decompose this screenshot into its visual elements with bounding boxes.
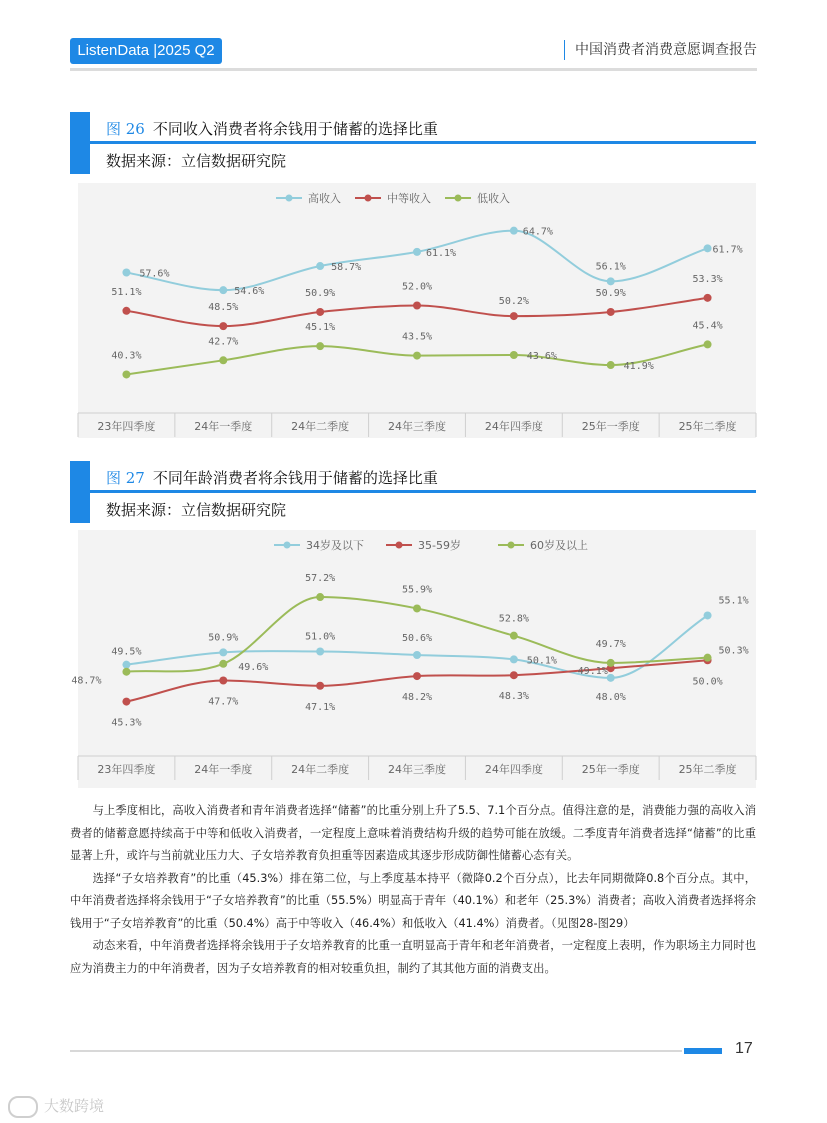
watermark: [8, 1095, 104, 1118]
data-label: 61.1%: [425, 247, 457, 259]
legend-label: 低收入: [477, 192, 510, 205]
x-tick-label: 24年二季度: [291, 763, 350, 776]
paragraph: 与上季度相比，高收入消费者和青年消费者选择“储蓄”的比重分别上升了5.5、7.1个百分点。值得注意的是，消费能力强的高收入消费者的储蓄意愿持续高于中等和低收入消费者，一定程度上意味着消费结构升级的趋势可能在放缓。二季度青年消费者选择“储蓄”的比重显著上升，或许与当前就业压力大、子女培养教育负担重等因素造成其逐步形成防御性储蓄心态有关。: [70, 804, 756, 862]
data-point: [704, 611, 712, 619]
paragraph: 选择“子女培养教育”的比重（45.3%）排在第二位，与上季度基本持平（微降0.2个百分点），比去年同期微降0.8个百分点。其中，中年消费者选择将余钱用于“子女培养教育”的比重（55.5%）明显高于青年（40.1%）和老年（25.3%）消费者；高收入消费者选择将余钱用于“子女培养教育”的比重（50.4%）高于中等收入（46.4%）和低收入（41.4%）消费者。（见图28-图29）: [70, 871, 756, 930]
figure-number: 图 26: [106, 120, 145, 138]
data-label: 48.5%: [208, 302, 239, 314]
legend-marker: [365, 195, 372, 202]
data-point: [607, 308, 615, 316]
data-label: 43.6%: [526, 351, 557, 362]
data-label: 49.5%: [111, 646, 142, 658]
x-tick-label: 24年一季度: [194, 420, 253, 433]
data-label: 48.2%: [401, 692, 433, 704]
data-point: [219, 648, 227, 656]
data-label: 50.9%: [305, 287, 336, 299]
legend-label: 34岁及以下: [306, 539, 364, 552]
footer-divider: [70, 1050, 682, 1052]
data-label: 45.4%: [692, 320, 723, 332]
data-point: [510, 655, 518, 663]
data-point: [413, 651, 421, 659]
figure-title-rule: [90, 490, 756, 493]
data-point: [607, 361, 615, 369]
figure-source: 数据来源：立信数据研究院: [106, 152, 287, 170]
legend-label: 60岁及以上: [530, 539, 588, 552]
data-point: [122, 668, 130, 676]
data-point: [316, 342, 324, 350]
figure-title: [106, 118, 438, 139]
data-label: 54.6%: [234, 286, 265, 298]
x-tick-label: 23年四季度: [97, 420, 156, 433]
data-point: [510, 632, 518, 640]
data-label: 48.0%: [595, 691, 626, 703]
figure-27-header: [70, 461, 756, 523]
x-tick-label: 24年三季度: [388, 763, 446, 776]
data-label: 53.3%: [692, 273, 723, 285]
figure-accent-bar: [70, 461, 90, 523]
data-label: 50.2%: [498, 296, 529, 308]
legend-item: [498, 538, 588, 552]
chart-income-savings: [78, 183, 756, 438]
data-label: 48.7%: [71, 675, 102, 687]
data-label: 50.3%: [718, 645, 749, 657]
data-label: 47.7%: [208, 696, 239, 708]
legend-label: 35-59岁: [418, 539, 461, 552]
data-label: 41.9%: [623, 361, 654, 373]
x-tick-label: 25年一季度: [581, 420, 640, 433]
legend-marker: [396, 542, 403, 549]
page-number: 17: [735, 1040, 753, 1057]
legend-label: 高收入: [308, 192, 341, 205]
data-label: 40.3%: [111, 350, 142, 362]
legend-item: [355, 191, 431, 205]
legend-marker: [455, 195, 462, 202]
data-point: [219, 660, 227, 668]
chart-legend: [276, 191, 510, 205]
data-label: 49.1%: [577, 666, 608, 678]
data-point: [607, 674, 615, 682]
data-point: [704, 654, 712, 662]
data-point: [219, 676, 227, 684]
watermark-text: 大数跨境: [44, 1097, 105, 1115]
data-label: 57.6%: [139, 268, 170, 280]
data-point: [510, 312, 518, 320]
x-tick-label: 25年二季度: [678, 763, 737, 776]
series-2: [71, 573, 748, 687]
figure-source: 数据来源：立信数据研究院: [106, 501, 287, 519]
data-label: 50.6%: [401, 633, 433, 645]
data-point: [122, 307, 130, 315]
x-tick-label: 25年一季度: [581, 763, 640, 776]
data-label: 50.1%: [526, 655, 557, 667]
data-label: 43.5%: [401, 331, 433, 343]
paragraph: 动态来看，中年消费者选择将余钱用于子女培养教育的比重一直明显高于青年和老年消费者，一定程度上表明，作为职场主力同时也应为消费主力的中年消费者，因为子女培养教育的相对较重负担，制约了其其他方面的消费支出。: [70, 939, 756, 975]
data-label: 51.1%: [111, 286, 142, 298]
series-1: [111, 274, 722, 330]
figure-title-text: 不同收入消费者将余钱用于储蓄的选择比重: [152, 120, 438, 138]
data-point: [510, 671, 518, 679]
legend-marker: [508, 542, 515, 549]
data-point: [219, 286, 227, 294]
figure-title-rule: [90, 141, 756, 144]
data-label: 52.8%: [498, 613, 529, 625]
data-point: [413, 672, 421, 680]
data-label: 49.6%: [238, 661, 269, 673]
data-label: 50.0%: [692, 676, 723, 688]
data-point: [510, 351, 518, 359]
chart-age-savings-svg: [71, 530, 756, 788]
data-point: [316, 648, 324, 656]
data-label: 55.1%: [718, 595, 749, 607]
series-0: [122, 227, 742, 298]
data-point: [122, 698, 130, 706]
chart-age-savings: [71, 530, 756, 788]
x-tick-label: 24年一季度: [194, 763, 253, 776]
data-label: 56.1%: [595, 261, 626, 273]
header-divider: [70, 68, 757, 71]
report-badge: ListenData |2025 Q2: [70, 38, 222, 64]
data-point: [510, 227, 518, 235]
x-tick-label: 24年四季度: [484, 420, 543, 433]
data-point: [316, 682, 324, 690]
figure-accent-bar: [70, 112, 90, 174]
data-point: [122, 661, 130, 669]
legend-item: [445, 191, 510, 205]
legend-item: [386, 538, 461, 552]
data-label: 50.9%: [595, 287, 626, 299]
data-point: [607, 277, 615, 285]
data-point: [122, 370, 130, 378]
body-text: [70, 800, 756, 980]
data-point: [219, 322, 227, 330]
data-point: [413, 352, 421, 360]
data-point: [413, 604, 421, 612]
watermark-logo-icon: [8, 1096, 38, 1118]
legend-item: [276, 191, 341, 205]
legend-marker: [284, 542, 291, 549]
data-label: 49.7%: [595, 638, 626, 650]
data-label: 45.3%: [111, 717, 142, 729]
data-label: 42.7%: [208, 336, 239, 348]
x-tick-label: 25年二季度: [678, 420, 737, 433]
report-title: 中国消费者消费意愿调查报告: [564, 40, 757, 60]
x-tick-label: 24年四季度: [484, 763, 543, 776]
data-label: 61.7%: [712, 244, 743, 256]
data-point: [704, 340, 712, 348]
legend-item: [274, 538, 364, 552]
legend-marker: [286, 195, 293, 202]
data-point: [219, 356, 227, 364]
data-point: [607, 659, 615, 667]
data-point: [704, 294, 712, 302]
data-label: 58.7%: [331, 262, 362, 274]
data-point: [413, 302, 421, 310]
figure-title: [106, 467, 438, 488]
figure-title-text: 不同年龄消费者将余钱用于储蓄的选择比重: [152, 469, 438, 487]
figure-number: 图 27: [106, 469, 145, 487]
series-1: [111, 656, 722, 728]
data-point: [316, 593, 324, 601]
series-2: [111, 320, 722, 378]
legend-label: 中等收入: [387, 192, 431, 205]
data-label: 47.1%: [305, 701, 336, 713]
data-label: 55.9%: [401, 584, 433, 596]
x-tick-label: 24年三季度: [388, 420, 446, 433]
data-point: [704, 244, 712, 252]
chart-income-savings-svg: [78, 183, 756, 438]
data-label: 51.0%: [305, 631, 336, 643]
data-label: 45.1%: [305, 322, 336, 334]
data-point: [122, 269, 130, 277]
data-label: 52.0%: [401, 281, 433, 293]
x-tick-label: 23年四季度: [97, 763, 156, 776]
data-label: 64.7%: [522, 226, 553, 238]
data-label: 50.9%: [208, 632, 239, 644]
data-label: 57.2%: [305, 573, 336, 585]
data-point: [316, 262, 324, 270]
data-point: [316, 308, 324, 316]
footer-accent: [684, 1048, 722, 1054]
figure-26-header: [70, 112, 756, 174]
data-label: 48.3%: [498, 691, 529, 703]
data-point: [413, 248, 421, 256]
chart-legend: [274, 538, 588, 552]
x-tick-label: 24年二季度: [291, 420, 350, 433]
